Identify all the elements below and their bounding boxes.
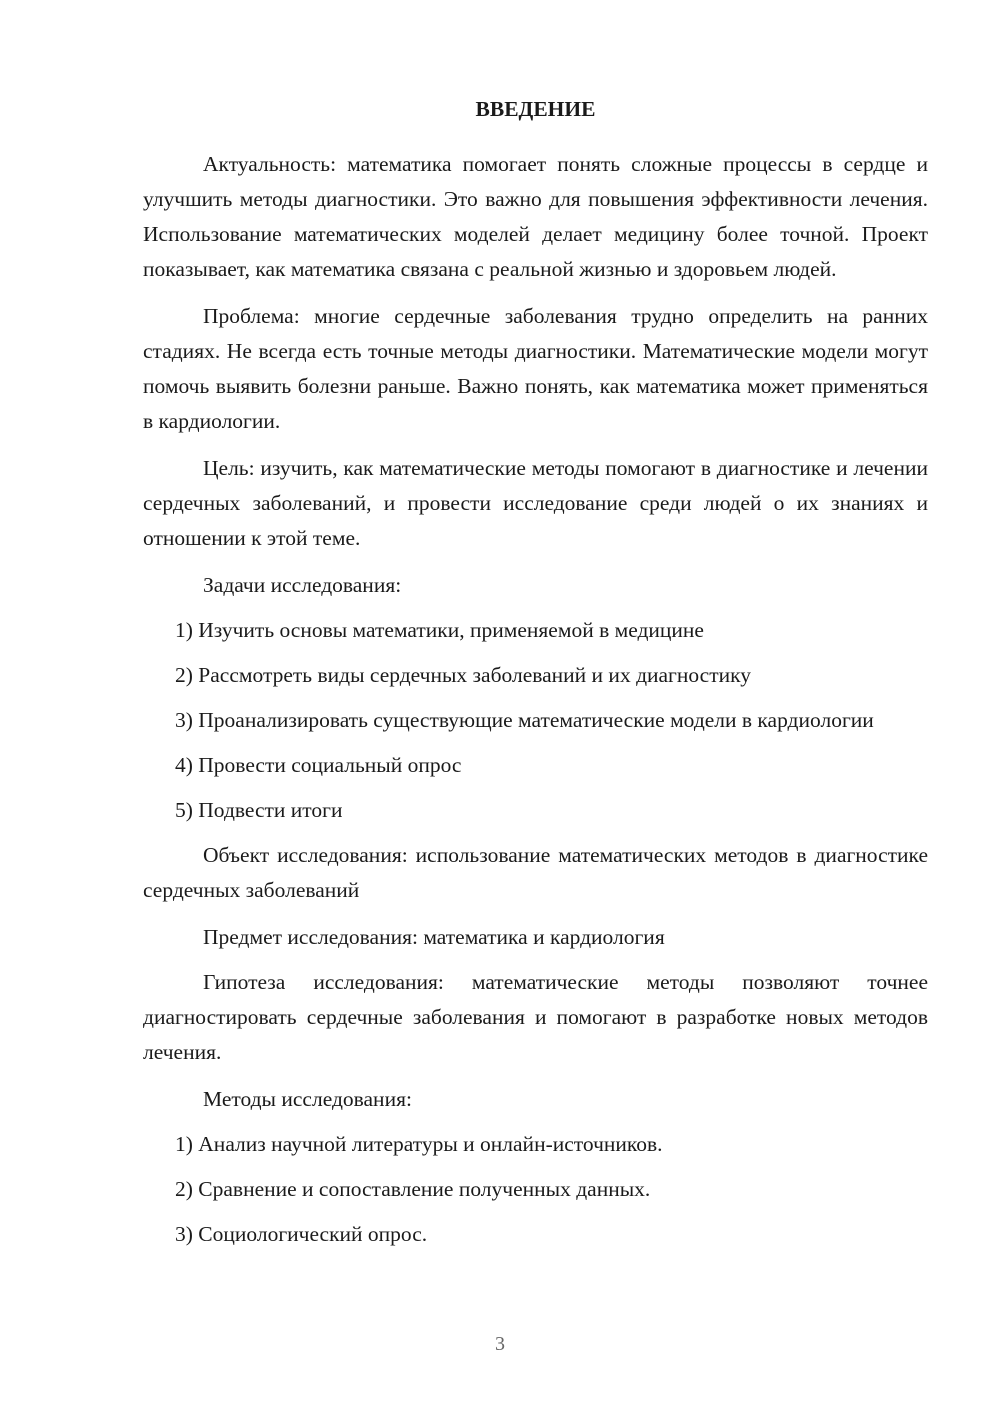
paragraph-subject: Предмет исследования: математика и кардиология: [203, 925, 665, 949]
method-item-3: 3) Социологический опрос.: [175, 1222, 428, 1246]
method-item-2: 2) Сравнение и сопоставление полученных данных.: [175, 1177, 651, 1201]
task-item-3: 3) Проанализировать существующие математические модели в кардиологии: [175, 708, 874, 732]
method-item-1: 1) Анализ научной литературы и онлайн-источников.: [175, 1132, 663, 1156]
methods-heading: Методы исследования:: [203, 1087, 412, 1111]
paragraph-problem: Проблема: многие сердечные заболевания трудно определить на ранних стадиях. Не всегда есть точные методы диагностики. Математические модели могут помочь выявить болезни раньше. Важно понять, как математика может применяться в кардиологии.: [143, 304, 928, 433]
task-item-4: 4) Провести социальный опрос: [175, 753, 462, 777]
document-page: [143, 92, 928, 1262]
paragraph-relevance: Актуальность: математика помогает понять сложные процессы в сердце и улучшить методы диагностики. Это важно для повышения эффективности лечения. Использование математических моделей делает медицину более точной. Проект показывает, как математика связана с реальной жизнью и здоровьем людей.: [143, 152, 928, 281]
page-number: 3: [495, 1333, 505, 1355]
task-item-5: 5) Подвести итоги: [175, 798, 343, 822]
task-item-2: 2) Рассмотреть виды сердечных заболеваний и их диагностику: [175, 663, 751, 687]
paragraph-goal: Цель: изучить, как математические методы помогают в диагностике и лечении сердечных заболеваний, и провести исследование среди людей о их знаниях и отношении к этой теме.: [143, 456, 928, 550]
paragraph-hypothesis: Гипотеза исследования: математические методы позволяют точнее диагностировать сердечные заболевания и помогают в разработке новых методов лечения.: [143, 970, 928, 1064]
page-title: ВВЕДЕНИЕ: [475, 97, 596, 121]
tasks-heading: Задачи исследования:: [203, 573, 402, 597]
task-item-1: 1) Изучить основы математики, применяемой в медицине: [175, 618, 704, 642]
paragraph-object: Объект исследования: использование математических методов в диагностике сердечных заболеваний: [143, 843, 928, 902]
